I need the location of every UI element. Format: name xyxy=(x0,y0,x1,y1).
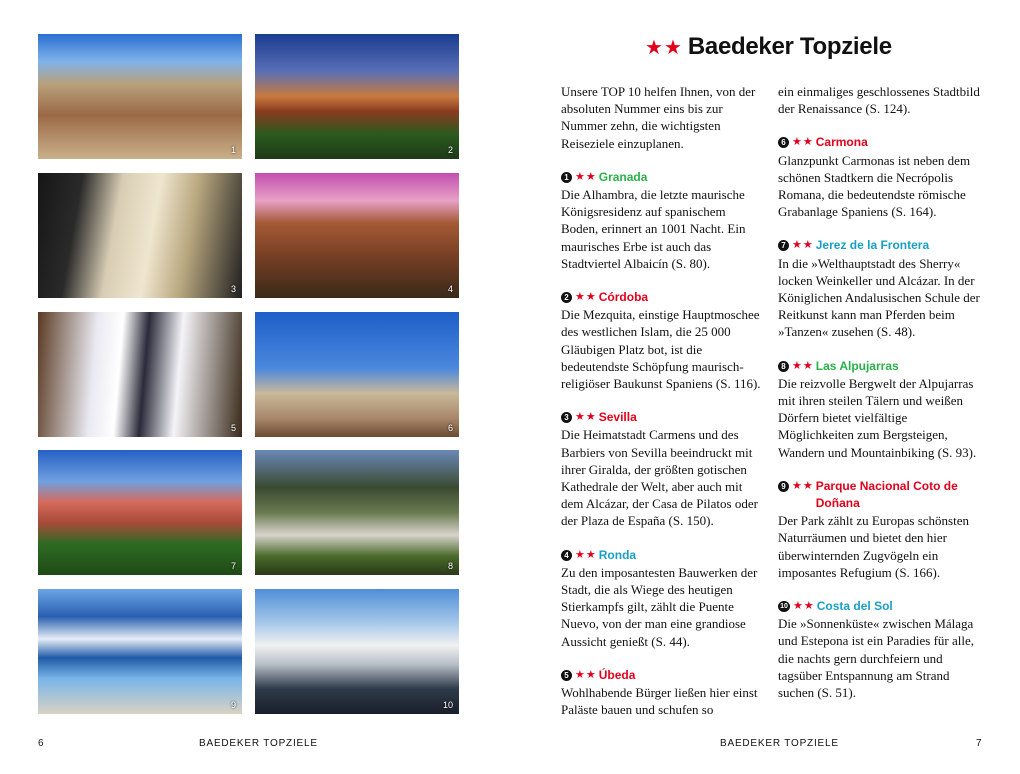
photo-cordoba xyxy=(255,34,459,159)
two-stars-icon: ★ ★ xyxy=(575,169,596,183)
entry-title: Sevilla xyxy=(598,410,637,425)
continuation-text: ein einmaliges geschlossenes Stadtbild der Renaissance (S. 124). xyxy=(778,84,980,117)
two-stars-icon: ★ ★ xyxy=(575,667,596,681)
entry-title: Carmona xyxy=(815,135,868,150)
number-badge: 8 xyxy=(778,361,789,372)
photo-number: 5 xyxy=(230,423,236,433)
photo-number: 1 xyxy=(230,145,236,155)
two-stars-icon: ★ ★ xyxy=(575,547,596,561)
entry-1 xyxy=(561,169,766,272)
number-badge: 4 xyxy=(561,550,572,561)
entry-title: Ronda xyxy=(598,547,637,562)
number-badge: 7 xyxy=(778,240,789,251)
entry-title: Granada xyxy=(598,169,648,184)
entry-text: Zu den imposantesten Bauwerken der Stadt, die als Wiege des heutigen Stierkampfs gilt, zählt die Puente Nuevo, von der man eine grandiose Aussicht genießt (S. 44). xyxy=(561,564,758,649)
number-badge: 9 xyxy=(778,481,789,492)
entry-title: Córdoba xyxy=(598,290,649,305)
intro-text: Unsere TOP 10 helfen Ihnen, von der absoluten Nummer eins bis zur Nummer zehn, die wichtigsten Reiseziele einzuplanen. xyxy=(561,84,756,151)
photo-costa-del-sol xyxy=(255,589,459,714)
entry-3 xyxy=(561,409,766,529)
entry-title: Jerez de la Frontera xyxy=(815,238,930,253)
photo-granada xyxy=(38,34,242,159)
photo-carmona xyxy=(255,312,459,437)
two-stars-icon: ★ ★ xyxy=(792,478,813,492)
photo-ronda xyxy=(255,173,459,298)
entry-title: Parque Nacional Coto de Doñana xyxy=(815,478,958,511)
text-column-right xyxy=(778,83,983,701)
entry-9 xyxy=(778,478,983,581)
running-head-left: BAEDEKER TOPZIELE xyxy=(199,738,318,749)
entry-text: Wohlhabende Bürger ließen hier einst Paläste bauen und schufen so xyxy=(561,685,758,718)
number-badge: 6 xyxy=(778,137,789,148)
entry-10 xyxy=(778,598,983,701)
entry-text: Die reizvolle Bergwelt der Alpujarras mit ihren steilen Tälern und weißen Dörfern bietet vielfältige Möglichkeiten zum Bergsteigen, Wandern und Mountainbiking (S. 93). xyxy=(778,375,977,460)
entry-text: Die Mezquita, einstige Hauptmoschee des westlichen Islam, die 25 000 Gläubigen Platz bot, ist die bedeutendste Schöpfung maurisch-religiöser Baukunst Spaniens (S. 116). xyxy=(561,307,761,392)
page-number-left: 6 xyxy=(38,738,45,749)
entry-text: Glanzpunkt Carmonas ist neben dem schönen Stadtkern die Necrópolis Romana, die bedeutendste römische Grabanlage Spaniens (S. 164). xyxy=(778,152,971,220)
two-stars-icon: ★ ★ xyxy=(792,358,813,372)
two-stars-icon: ★ ★ xyxy=(793,599,814,613)
two-stars-icon: ★ ★ xyxy=(645,35,682,59)
photo-number: 2 xyxy=(447,145,453,155)
entry-text: Die Heimatstadt Carmens und des Barbiers von Sevilla beeindruckt mit ihrer Giralda, der größten gotischen Kathedrale der Welt, aber auch mit dem Alcázar, der Casa de Pilatos oder der Plaza de España (S. 150). xyxy=(561,427,758,529)
entry-8 xyxy=(778,358,983,461)
entry-text: Der Park zählt zu Europas schönsten Naturräumen und bietet den hier überwinternden Zugvögeln ein imposantes Refugium (S. 166). xyxy=(778,513,969,580)
photo-procession xyxy=(38,312,242,437)
photo-donana xyxy=(38,589,242,714)
photo-number: 7 xyxy=(230,561,236,571)
entry-text: In die »Welthauptstadt des Sherry« locken Weinkeller und Alcázar. In der Königlichen Andalusischen Schule der Reitkunst kann man Pferden beim »Tanzen« zusehen (S. 48). xyxy=(778,255,980,340)
entry-7 xyxy=(778,237,983,340)
running-head-right: BAEDEKER TOPZIELE xyxy=(720,738,839,749)
two-stars-icon: ★ ★ xyxy=(792,135,813,149)
entry-title: Úbeda xyxy=(598,667,636,682)
two-stars-icon: ★ ★ xyxy=(792,238,813,252)
photo-jerez xyxy=(38,450,242,575)
number-badge: 1 xyxy=(561,172,572,183)
number-badge: 3 xyxy=(561,412,572,423)
photo-number: 3 xyxy=(230,284,236,294)
entry-title: Las Alpujarras xyxy=(815,358,899,373)
number-badge: 2 xyxy=(561,292,572,303)
photo-number: 10 xyxy=(442,700,453,710)
photo-number: 9 xyxy=(230,700,236,710)
two-stars-icon: ★ ★ xyxy=(575,290,596,304)
entry-4 xyxy=(561,547,766,650)
photo-alpujarras xyxy=(255,450,459,575)
photo-sevilla-courtyard xyxy=(38,173,242,298)
text-column-left xyxy=(561,83,766,719)
entry-6 xyxy=(778,134,983,220)
number-badge: 5 xyxy=(561,670,572,681)
entry-2 xyxy=(561,289,766,392)
page-header xyxy=(645,30,892,64)
two-stars-icon: ★ ★ xyxy=(575,410,596,424)
page-number-right: 7 xyxy=(976,738,983,749)
photo-number: 8 xyxy=(447,561,453,571)
entry-5 xyxy=(561,667,766,719)
entry-title: Costa del Sol xyxy=(816,599,893,614)
photo-number: 6 xyxy=(447,423,453,433)
number-badge: 10 xyxy=(778,601,790,612)
photo-number: 4 xyxy=(447,284,453,294)
entry-text: Die »Sonnenküste« zwischen Málaga und Estepona ist ein Paradies für alle, die nachts gern durchfeiern und tagsüber Entspannung am Strand suchen (S. 51). xyxy=(778,616,975,701)
page-title: Baedeker Topziele xyxy=(687,33,892,60)
entry-text: Die Alhambra, die letzte maurische Königsresidenz auf spanischem Boden, erinnert an 1001 Nacht. Ein maurisches Erbe ist auch das Stadtviertel Albaicín (S. 80). xyxy=(561,187,746,271)
